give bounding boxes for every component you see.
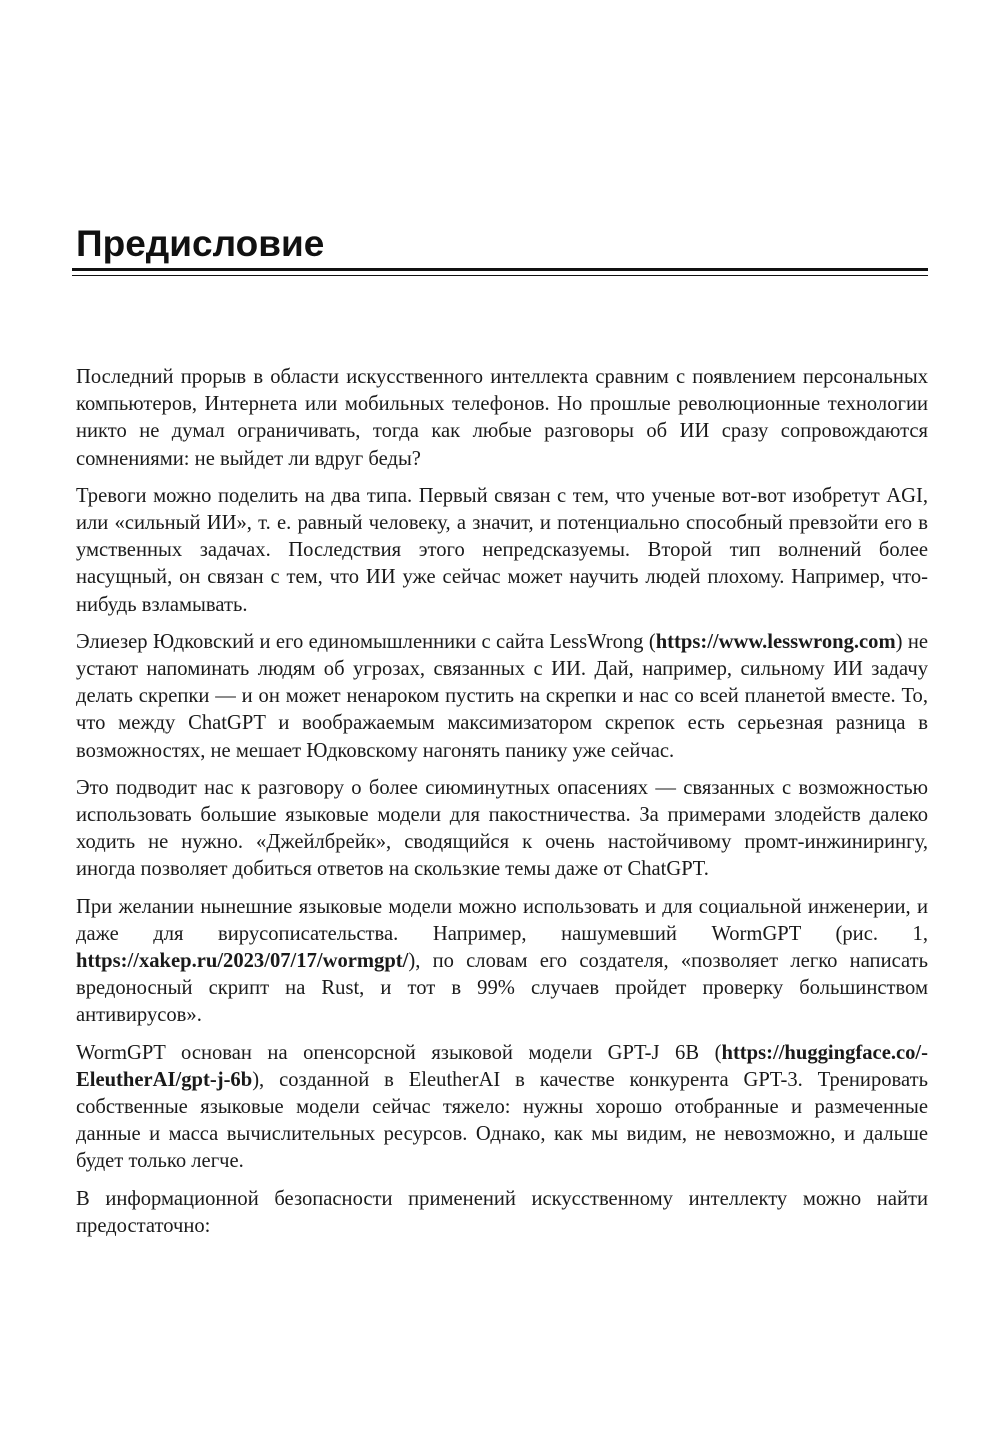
paragraph-text: ), по словам его создателя, «позволяет легко написать вредоносный скрипт на Rust, и тот в 99% случаев пройдет проверку большинством антивирусов». xyxy=(76,950,928,1027)
url-xakep: https://xakep.ru/2023/07/17/wormgpt/ xyxy=(76,950,409,973)
paragraph-text: Последний прорыв в области искусственного интеллекта сравним с появлением персональных компьютеров, Интернета или мобильных телефонов. Но прошлые революционные технологии никто не думал ограничивать, тогда как любые разговоры об ИИ сразу сопровождаются сомнениями: не выйдет ли вдруг беды? xyxy=(76,366,928,470)
url-huggingface: https://huggingface.co/EleutherAI/gpt-j-6b xyxy=(76,1041,928,1091)
paragraph-text: При желании нынешние языковые модели можно использовать и для социальной инженерии, и даже для вирусописательства. Например, нашумевший WormGPT (рис. 1, xyxy=(76,895,928,945)
paragraph-text: ) не устают напоминать людям об угрозах, связанных с ИИ. Дай, например, сильному ИИ задачу делать скрепки — и он может ненароком пустить на скрепки и нас со всей планетой вместе. То, что между ChatGPT и воображаемым максимизатором скрепок есть серьезная разница в возможностях, не мешает Юдковскому нагонять панику уже сейчас. xyxy=(76,630,929,762)
paragraph xyxy=(76,894,928,1030)
paragraph xyxy=(76,1040,928,1176)
paragraph-text: В информационной безопасности применений искусственному интеллекту можно найти предостаточно: xyxy=(76,1187,928,1237)
paragraph-text: Это подводит нас к разговору о более сиюминутных опасениях — связанных с возможностью использовать большие языковые модели для пакостничества. За примерами злодейств далеко ходить не нужно. «Джейлбрейк», сводящийся к очень настойчивому промт-инжинирингу, иногда позволяет добиться ответов на скользкие темы даже от ChatGPT. xyxy=(76,776,928,881)
page-title: Предисловие xyxy=(76,223,325,264)
title-rule-thick xyxy=(72,268,928,271)
paragraph-text: WormGPT основан на опенсорсной языковой модели GPT-J 6B ( xyxy=(76,1041,722,1064)
paragraph xyxy=(76,775,928,884)
body-text xyxy=(76,364,928,1250)
paragraph xyxy=(76,483,928,619)
title-rule-thin xyxy=(72,275,928,276)
paragraph-text: ), созданной в EleutherAI в качестве конкурента GPT-3. Тренировать собственные языковые модели сейчас тяжело: нужны хорошо отобранные и размеченные данные и масса вычислительных ресурсов. Однако, как мы видим, не невозможно, и дальше будет только легче. xyxy=(76,1068,928,1173)
url-lesswrong: https://www.lesswrong.com xyxy=(655,630,896,653)
paragraph-text: Элиезер Юдковский и его единомышленники с сайта LessWrong ( xyxy=(76,630,656,653)
paragraph xyxy=(76,364,928,473)
paragraph-text: Тревоги можно поделить на два типа. Первый связан с тем, что ученые вот-вот изобретут AGI, или «сильный ИИ», т. е. равный человеку, а значит, и потенциально способный превзойти его в умственных задачах. Последствия этого непредсказуемы. Второй тип волнений более насущный, он связан с тем, что ИИ уже сейчас может научить людей плохому. Например, что-нибудь взламывать. xyxy=(76,484,928,616)
paragraph xyxy=(76,629,928,765)
paragraph xyxy=(76,1186,928,1240)
